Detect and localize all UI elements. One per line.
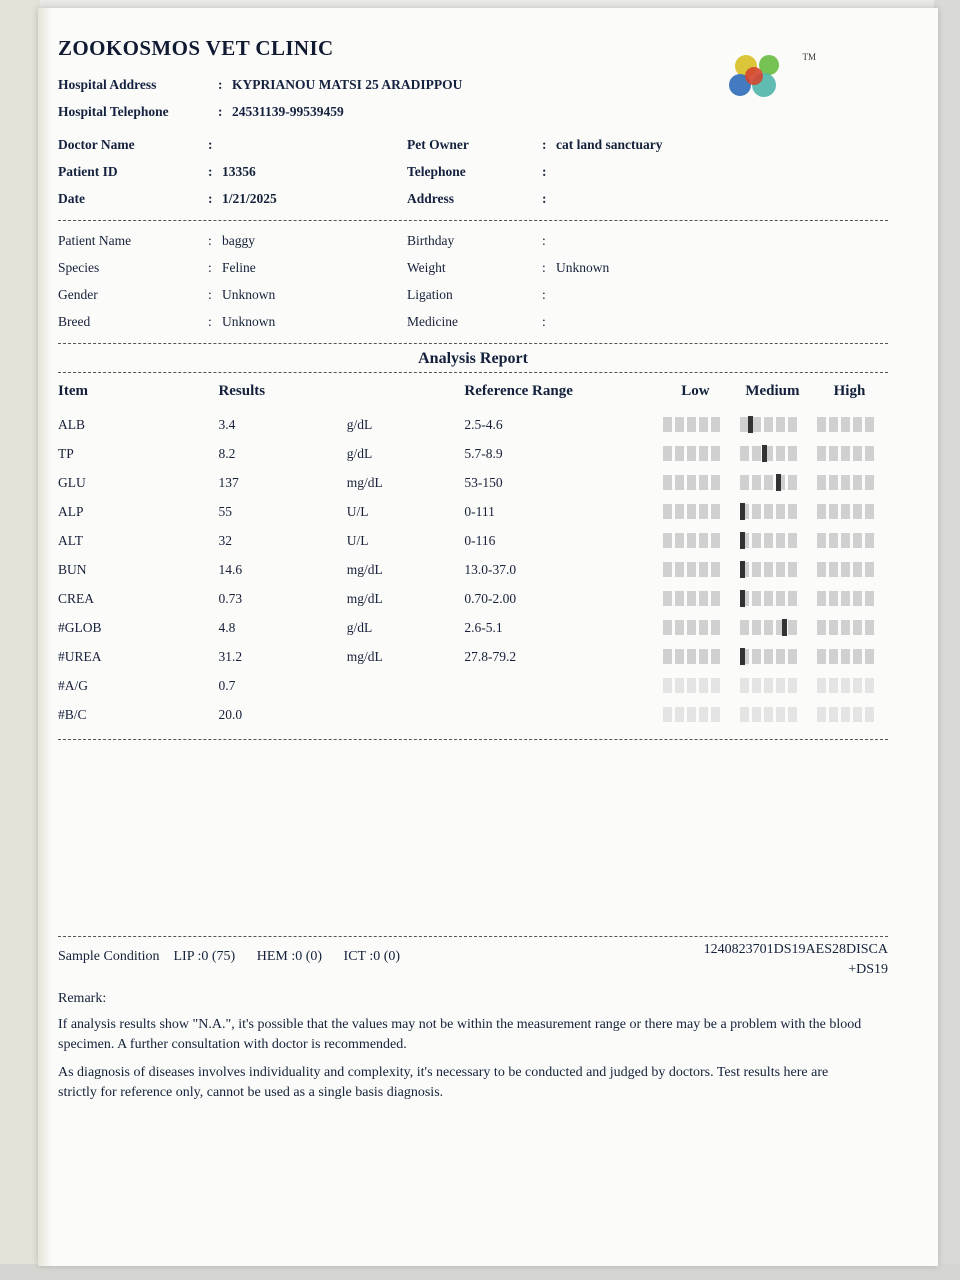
range-bar-low xyxy=(657,468,734,497)
bar-track-low xyxy=(663,620,723,635)
bar-track-medium xyxy=(740,678,800,693)
breed-colon: : xyxy=(208,314,212,329)
result-value: 14.6 xyxy=(218,562,243,577)
pet-owner-colon: : xyxy=(542,137,547,152)
bar-track-medium xyxy=(740,475,800,490)
table-row xyxy=(58,555,888,584)
hospital-address-label: Hospital Address xyxy=(58,77,157,92)
range-bar-low xyxy=(657,642,734,671)
divider-3 xyxy=(58,372,888,373)
bar-track-medium xyxy=(740,620,800,635)
species-label: Species xyxy=(58,260,100,275)
result-item-name: #GLOB xyxy=(58,620,102,635)
result-value: 55 xyxy=(218,504,232,519)
gender-value: Unknown xyxy=(222,287,276,302)
trademark-symbol: TM xyxy=(802,52,816,62)
result-reference-range: 13.0-37.0 xyxy=(464,562,517,577)
bar-track-high xyxy=(817,562,877,577)
patient-name-value: baggy xyxy=(222,233,255,248)
column-header-low: Low xyxy=(681,383,710,399)
bar-marker xyxy=(740,532,745,549)
clinic-logo-icon xyxy=(720,52,816,104)
result-value: 20.0 xyxy=(218,707,243,722)
range-bar-low xyxy=(657,700,734,729)
range-bar-high xyxy=(811,468,888,497)
table-row xyxy=(58,410,888,439)
result-reference-range: 2.6-5.1 xyxy=(464,620,503,635)
range-bar-high xyxy=(811,671,888,700)
result-value: 32 xyxy=(218,533,232,548)
bar-marker xyxy=(748,416,753,433)
range-bar-high xyxy=(811,613,888,642)
result-reference-range: 53-150 xyxy=(464,475,503,490)
medicine-colon: : xyxy=(542,314,546,329)
bar-track-low xyxy=(663,417,723,432)
range-bar-medium xyxy=(734,671,811,700)
weight-colon: : xyxy=(542,260,546,275)
sample-condition-row xyxy=(58,942,888,977)
range-bar-medium xyxy=(734,584,811,613)
table-row xyxy=(58,468,888,497)
result-item-name: #A/G xyxy=(58,678,88,693)
result-value: 3.4 xyxy=(218,417,236,432)
breed-label: Breed xyxy=(58,314,91,329)
result-unit: U/L xyxy=(346,504,369,519)
bar-marker xyxy=(740,503,745,520)
doctor-owner-row xyxy=(58,131,888,158)
bar-track-high xyxy=(817,533,877,548)
bar-track-high xyxy=(817,620,877,635)
result-item-name: #B/C xyxy=(58,707,87,722)
bar-track-high xyxy=(817,591,877,606)
column-header-unit xyxy=(347,377,465,410)
date-colon: : xyxy=(208,191,213,206)
range-bar-medium xyxy=(734,642,811,671)
bar-track-low xyxy=(663,533,723,548)
result-unit: mg/dL xyxy=(346,562,383,577)
bar-marker xyxy=(762,445,767,462)
range-bar-high xyxy=(811,642,888,671)
range-bar-low xyxy=(657,584,734,613)
result-reference-range: 0.70-2.00 xyxy=(464,591,517,606)
patient-name-label: Patient Name xyxy=(58,233,132,248)
range-bar-low xyxy=(657,555,734,584)
medicine-label: Medicine xyxy=(407,314,458,329)
gender-ligation-row xyxy=(58,281,888,308)
bar-marker xyxy=(776,474,781,491)
result-reference-range: 0-116 xyxy=(464,533,496,548)
hospital-telephone-label: Hospital Telephone xyxy=(58,104,169,119)
bar-marker xyxy=(740,648,745,665)
table-row xyxy=(58,497,888,526)
owner-address-colon: : xyxy=(542,191,547,206)
doctor-name-value xyxy=(222,131,407,158)
table-row xyxy=(58,642,888,671)
owner-address-label: Address xyxy=(407,191,455,206)
report-content xyxy=(58,24,888,746)
remark-label: Remark: xyxy=(58,991,107,1006)
sample-condition-label: Sample Condition xyxy=(58,949,160,964)
bar-track-high xyxy=(817,649,877,664)
divider-footer xyxy=(58,936,888,937)
species-weight-row xyxy=(58,254,888,281)
result-value: 4.8 xyxy=(218,620,236,635)
result-item-name: #UREA xyxy=(58,649,102,664)
table-row xyxy=(58,613,888,642)
bar-track-high xyxy=(817,475,877,490)
result-reference-range: 5.7-8.9 xyxy=(464,446,503,461)
result-unit: g/dL xyxy=(346,417,373,432)
bar-track-medium xyxy=(740,446,800,461)
doctor-name-label: Doctor Name xyxy=(58,137,135,152)
ligation-label: Ligation xyxy=(407,287,453,302)
result-unit: mg/dL xyxy=(346,475,383,490)
result-value: 0.7 xyxy=(218,678,236,693)
range-bar-medium xyxy=(734,439,811,468)
patient-name-colon: : xyxy=(208,233,212,248)
results-table xyxy=(58,377,888,729)
serial-line-2: +DS19 xyxy=(848,962,888,977)
result-reference-range: 0-111 xyxy=(464,504,495,519)
range-bar-high xyxy=(811,526,888,555)
table-row xyxy=(58,584,888,613)
bar-track-high xyxy=(817,678,877,693)
bar-track-low xyxy=(663,649,723,664)
range-bar-medium xyxy=(734,700,811,729)
result-value: 8.2 xyxy=(218,446,236,461)
range-bar-medium xyxy=(734,613,811,642)
result-unit: U/L xyxy=(346,533,369,548)
table-row xyxy=(58,526,888,555)
range-bar-low xyxy=(657,497,734,526)
result-unit xyxy=(347,671,465,700)
pet-owner-value: cat land sanctuary xyxy=(556,137,663,152)
bar-track-medium xyxy=(740,417,800,432)
date-address-row xyxy=(58,185,888,212)
range-bar-medium xyxy=(734,410,811,439)
range-bar-low xyxy=(657,671,734,700)
bar-track-low xyxy=(663,707,723,722)
divider-2 xyxy=(58,343,888,344)
table-row xyxy=(58,671,888,700)
gender-label: Gender xyxy=(58,287,98,302)
birthday-colon: : xyxy=(542,233,546,248)
serial-line-1: 1240823701DS19AES28DISCA xyxy=(703,942,888,957)
bar-track-medium xyxy=(740,533,800,548)
birthday-label: Birthday xyxy=(407,233,455,248)
ligation-colon: : xyxy=(542,287,546,302)
result-item-name: TP xyxy=(58,446,74,461)
patient-id-value: 13356 xyxy=(222,164,256,179)
gender-colon: : xyxy=(208,287,212,302)
bar-track-low xyxy=(663,446,723,461)
bar-track-medium xyxy=(740,591,800,606)
bar-track-low xyxy=(663,475,723,490)
result-unit xyxy=(347,700,465,729)
breed-value: Unknown xyxy=(222,314,276,329)
patient-name-birthday-row xyxy=(58,227,888,254)
result-reference-range xyxy=(464,700,657,729)
bar-track-high xyxy=(817,504,877,519)
report-footer xyxy=(58,928,888,1103)
pet-owner-label: Pet Owner xyxy=(407,137,469,152)
owner-telephone-label: Telephone xyxy=(407,164,466,179)
result-unit: mg/dL xyxy=(346,649,383,664)
hospital-address-value: KYPRIANOU MATSI 25 ARADIPPOU xyxy=(232,77,463,92)
hospital-telephone-colon: : xyxy=(218,104,223,119)
range-bar-low xyxy=(657,613,734,642)
result-item-name: BUN xyxy=(58,562,87,577)
hospital-address-colon: : xyxy=(218,77,223,92)
range-bar-high xyxy=(811,497,888,526)
result-value: 137 xyxy=(218,475,239,490)
range-bar-high xyxy=(811,410,888,439)
range-bar-medium xyxy=(734,526,811,555)
range-bar-low xyxy=(657,439,734,468)
bar-track-low xyxy=(663,591,723,606)
patient-id-colon: : xyxy=(208,164,213,179)
table-row xyxy=(58,439,888,468)
bar-track-medium xyxy=(740,562,800,577)
column-header-medium: Medium xyxy=(745,383,800,399)
results-header-row xyxy=(58,377,888,410)
remark-paragraph-1: If analysis results show "N.A.", it's possible that the values may not be within the measurement range or there may be a problem with the blood specimen. A further consultation with doctor is recommended. xyxy=(58,1017,862,1052)
weight-value: Unknown xyxy=(556,260,610,275)
result-item-name: ALB xyxy=(58,417,85,432)
range-bar-medium xyxy=(734,497,811,526)
result-reference-range: 2.5-4.6 xyxy=(464,417,503,432)
result-item-name: CREA xyxy=(58,591,95,606)
ict-value: ICT :0 (0) xyxy=(343,949,401,964)
date-value: 1/21/2025 xyxy=(222,191,277,206)
bar-track-medium xyxy=(740,707,800,722)
bar-track-medium xyxy=(740,649,800,664)
species-colon: : xyxy=(208,260,212,275)
range-bar-low xyxy=(657,410,734,439)
serial-number xyxy=(704,940,888,980)
breed-medicine-row xyxy=(58,308,888,335)
result-reference-range xyxy=(464,671,657,700)
patient-id-label: Patient ID xyxy=(58,164,118,179)
lip-value: LIP :0 (75) xyxy=(173,949,236,964)
result-unit: mg/dL xyxy=(346,591,383,606)
divider-4 xyxy=(58,739,888,740)
weight-label: Weight xyxy=(407,260,446,275)
owner-telephone-colon: : xyxy=(542,164,547,179)
bar-track-low xyxy=(663,504,723,519)
bar-marker xyxy=(740,590,745,607)
range-bar-high xyxy=(811,700,888,729)
range-bar-medium xyxy=(734,555,811,584)
result-value: 0.73 xyxy=(218,591,243,606)
date-label: Date xyxy=(58,191,85,206)
analysis-report-title: Analysis Report xyxy=(418,350,528,367)
sample-condition-values xyxy=(174,949,419,965)
bar-track-low xyxy=(663,678,723,693)
range-bar-high xyxy=(811,439,888,468)
range-bar-medium xyxy=(734,468,811,497)
doctor-name-colon: : xyxy=(208,137,213,152)
bar-marker xyxy=(740,561,745,578)
result-reference-range: 27.8-79.2 xyxy=(464,649,517,664)
bar-track-high xyxy=(817,707,877,722)
result-unit: g/dL xyxy=(346,620,373,635)
range-bar-high xyxy=(811,555,888,584)
bar-marker xyxy=(782,619,787,636)
species-value: Feline xyxy=(222,260,256,275)
range-bar-low xyxy=(657,526,734,555)
bar-track-high xyxy=(817,446,877,461)
result-item-name: GLU xyxy=(58,475,86,490)
range-bar-high xyxy=(811,584,888,613)
column-header-high: High xyxy=(833,383,866,399)
remark-paragraph-2: As diagnosis of diseases involves individuality and complexity, it's necessary to be conducted and judged by doctors. Test results here are strictly for reference only, cannot be used as a single basis diagnosis. xyxy=(58,1065,829,1100)
result-unit: g/dL xyxy=(346,446,373,461)
result-item-name: ALT xyxy=(58,533,84,548)
column-header-item: Item xyxy=(58,383,88,399)
bar-track-low xyxy=(663,562,723,577)
table-row xyxy=(58,700,888,729)
bar-track-medium xyxy=(740,504,800,519)
page-edge-bottom xyxy=(0,1264,960,1280)
clinic-title: ZOOKOSMOS VET CLINIC xyxy=(58,36,334,60)
divider-1 xyxy=(58,220,888,221)
result-item-name: ALP xyxy=(58,504,84,519)
bar-track-high xyxy=(817,417,877,432)
result-value: 31.2 xyxy=(218,649,243,664)
hem-value: HEM :0 (0) xyxy=(256,949,323,964)
column-header-results: Results xyxy=(218,383,266,399)
patient-id-telephone-row xyxy=(58,158,888,185)
page-edge-left xyxy=(0,0,40,1280)
column-header-reference: Reference Range xyxy=(464,383,573,399)
hospital-telephone-value: 24531139-99539459 xyxy=(232,104,344,119)
